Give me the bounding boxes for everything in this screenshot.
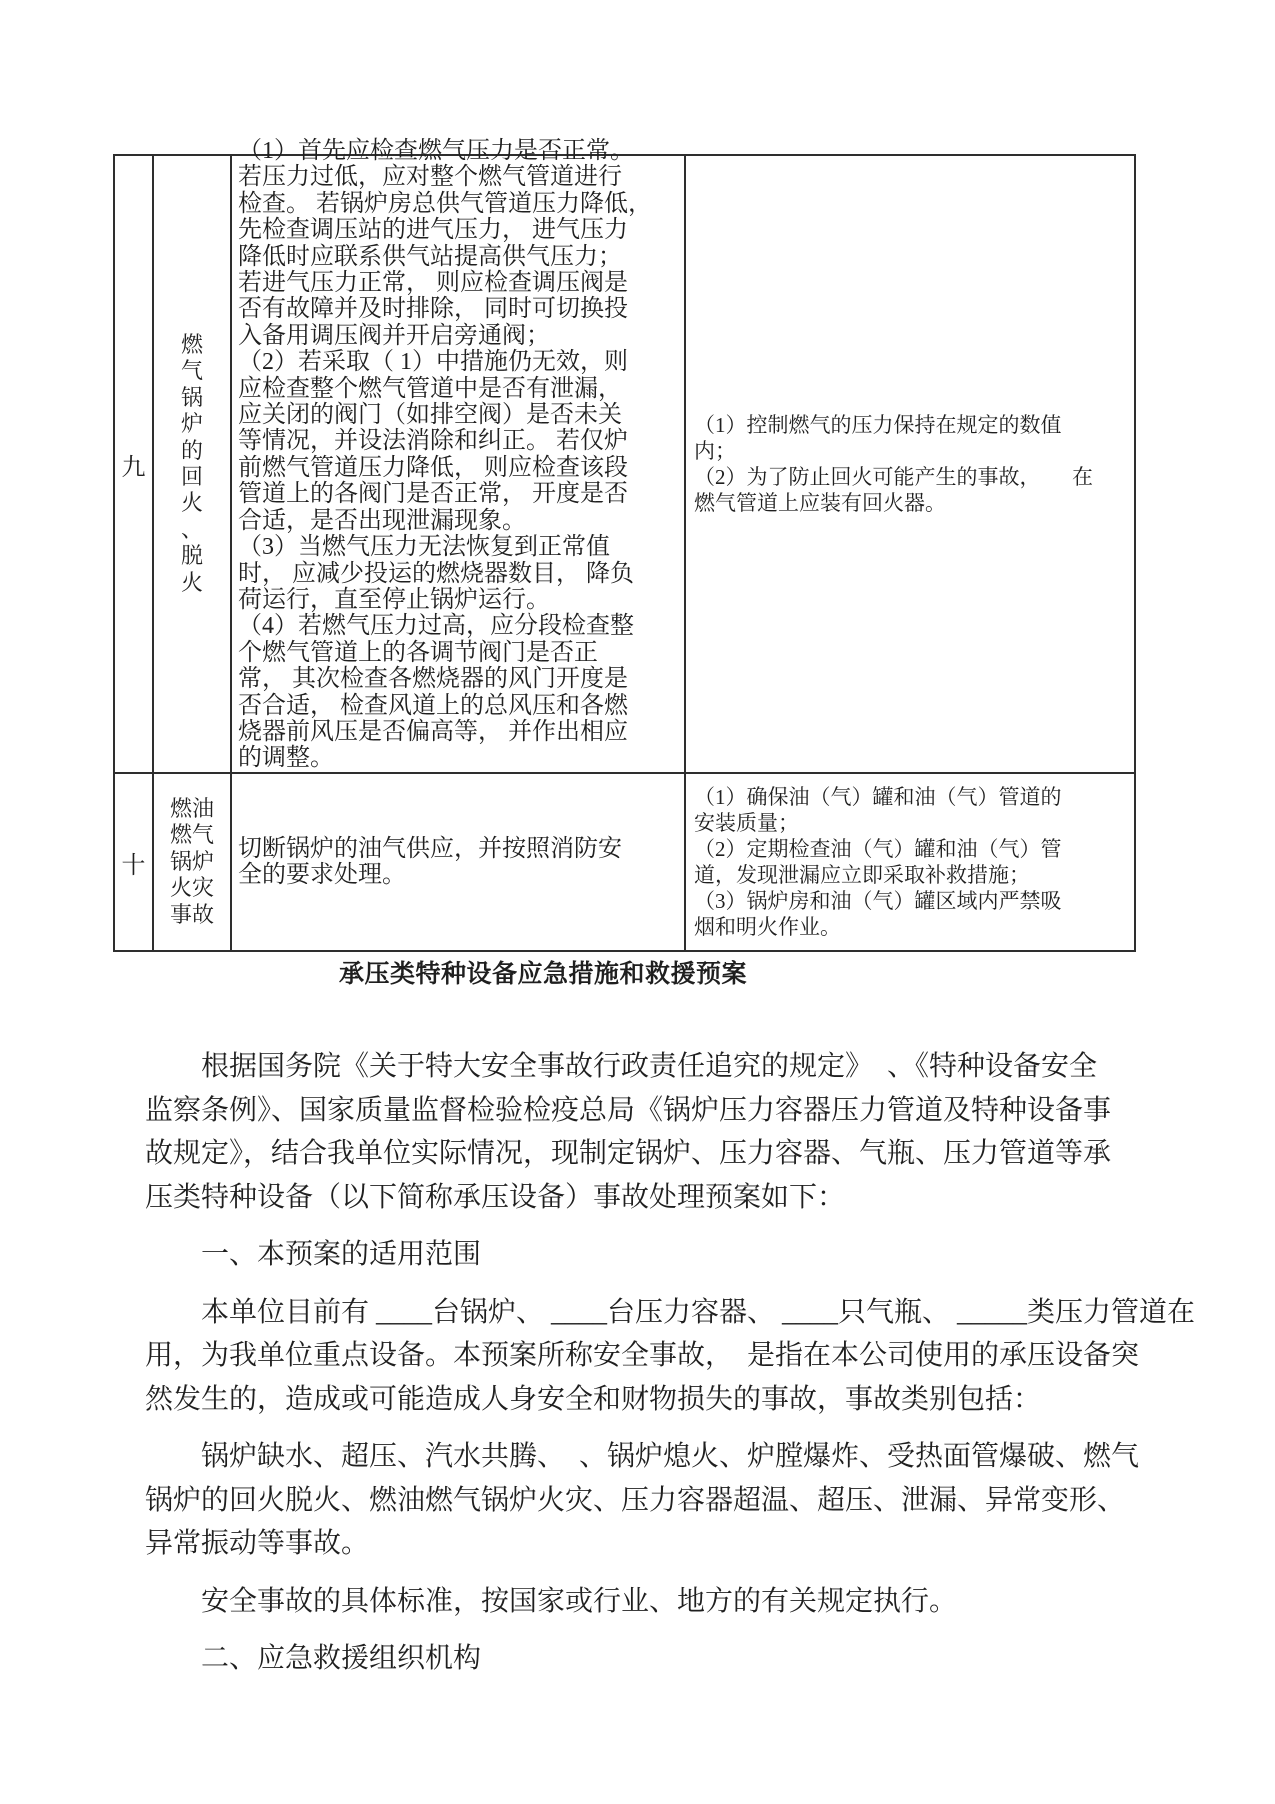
row-9-measures-cell bbox=[232, 138, 686, 774]
row-10-index: 十 bbox=[121, 852, 146, 879]
row-9-prevention-text: （1）控制燃气的压力保持在规定的数值 内； （2）为了防止回火可能产生的事故， 在 燃气管道上应装有回火器。 bbox=[694, 413, 1093, 515]
section-title: 承压类特种设备应急措施和救援预案 bbox=[338, 961, 747, 988]
row-10-measures-cell bbox=[232, 774, 686, 950]
row-10-category-cell bbox=[154, 774, 232, 950]
paragraph-standards: 安全事故的具体标准，按国家或行业、地方的有关规定执行。 bbox=[201, 1585, 958, 1617]
row-9-category-cell bbox=[154, 156, 232, 774]
paragraph-accident-types: 锅炉缺水、超压、汽水共腾、 、锅炉熄火、炉膛爆炸、受热面管爆破、燃气 锅炉的回火脱火、燃油燃气锅炉火灾、压力容器超温、超压、泄漏、异常变形、 异常振动等事故。 bbox=[145, 1441, 1140, 1559]
row-9-index: 九 bbox=[121, 454, 146, 481]
row-9-prevention-cell bbox=[686, 156, 1134, 774]
paragraph-equipment: 本单位目前有 ____台锅炉、 ____台压力容器、 ____只气瓶、 _____类压力管道在 用，为我单位重点设备。本预案所称安全事故， 是指在本公司使用的承压设备突 然发生的，造成或可能造成人身安全和财物损失的事故，事故类别包括： bbox=[145, 1296, 1196, 1415]
row-10-prevention-cell bbox=[686, 774, 1134, 950]
paragraph-organization-heading: 二、应急救援组织机构 bbox=[201, 1643, 482, 1674]
row-10-category-label: 燃油 燃气 锅炉 火灾 事故 bbox=[169, 795, 214, 927]
paragraph-basis: 根据国务院《关于特大安全事故行政责任追究的规定》 、《特种设备安全 监察条例》、国家质量监督检验检疫总局《锅炉压力容器压力管道及特种设备事 故规定》，结合我单位实际情况，现制定锅炉、压力容器、气瓶、压力管道等承 压类特种设备（以下简称承压设备）事故处理预案如下： bbox=[145, 1051, 1112, 1213]
row-10-index-cell bbox=[115, 774, 154, 950]
paragraph-scope-heading: 一、本预案的适用范围 bbox=[201, 1239, 482, 1270]
document-body bbox=[145, 1045, 1196, 1695]
row-10-measures-text: 切断锅炉的油气供应，并按照消防安 全的要求处理。 bbox=[238, 836, 622, 888]
row-9-measures-text: （1）首先应检查燃气压力是否正常。 若压力过低，应对整个燃气管道进行 检查。 若锅炉房总供气管道压力降低， 先检查调压站的进气压力， 进气压力 降低时应联系供气站提高供气压力； 若进气压力正常， 则应检查调压阀是 否有故障并及时排除， 同时可切换投 入备用调压阀并开启旁通阀； （2）若采取（ 1）中措施仍无效，则 应检查整个燃气管道中是否有泄漏， 应关闭的阀门（如排空阀）是否未关 等情况，并设法消除和纠正。 若仅炉 前燃气管道压力降低， 则应检查该段 管道上的各阀门是否正常， 开度是否 合适，是否出现泄漏现象。 （3）当燃气压力无法恢复到正常值 时， 应减少投运的燃烧器数目， 降负 荷运行，直至停止锅炉运行。 （4）若燃气压力过高，应分段检查整 个燃气管道上的各调节阀门是否正 常， 其次检查各燃烧器的风门开度是 否合适， 检查风道上的总风压和各燃 烧器前风压是否偏高等， 并作出相应 的调整。 bbox=[238, 138, 652, 772]
row-10-prevention-text: （1）确保油（气）罐和油（气）管道的 安装质量； （2）定期检查油（气）罐和油（气）管 道，发现泄漏应立即采取补救措施； （3）锅炉房和油（气）罐区域内严禁吸 烟和明火作业。 bbox=[694, 785, 1062, 939]
row-9-category-label: 燃 气 锅 炉 的 回 火 、 脱 火 bbox=[180, 331, 203, 595]
row-9-index-cell bbox=[115, 156, 154, 774]
emergency-measures-table bbox=[113, 138, 1136, 952]
